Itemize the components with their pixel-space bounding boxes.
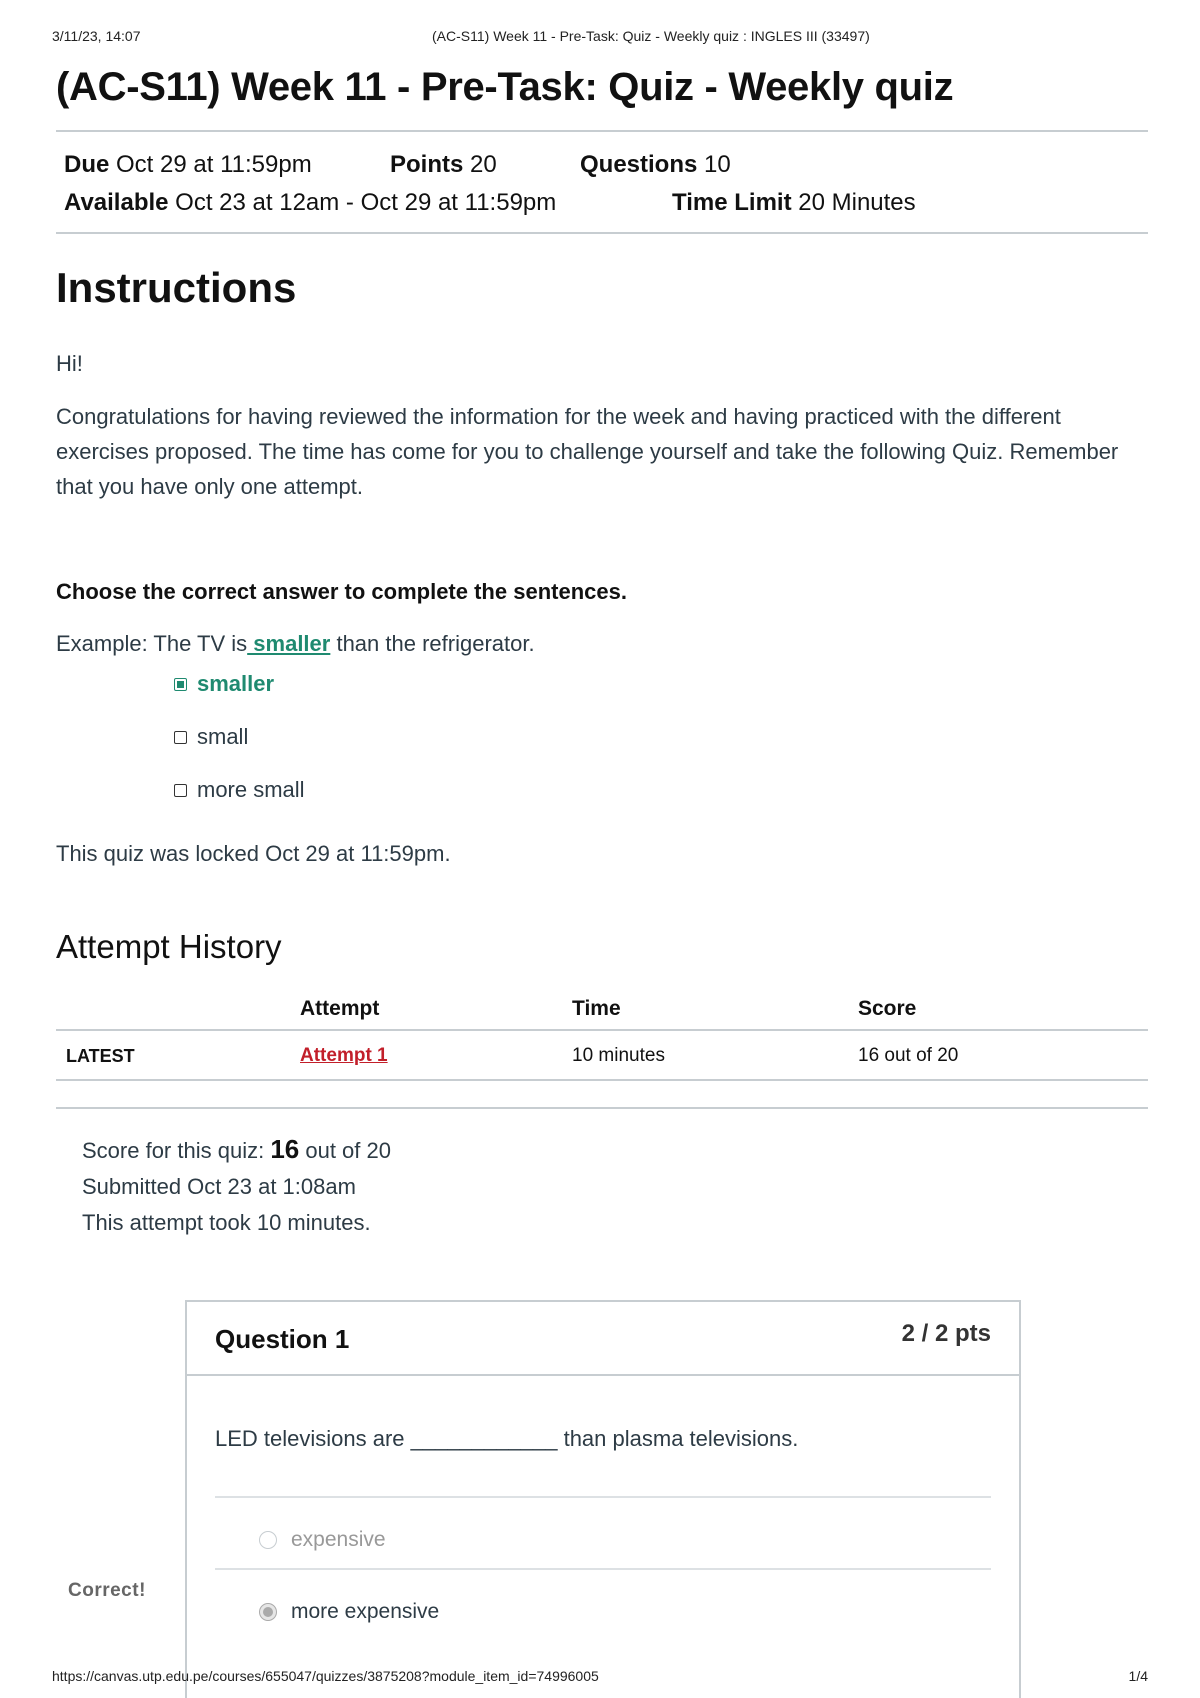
checkbox-icon — [174, 784, 187, 797]
instructions-directive: Choose the correct answer to complete the sentences. — [56, 579, 627, 604]
attempt-history-heading: Attempt History — [56, 928, 282, 965]
instructions-paragraph: Congratulations for having reviewed the information for the week and having practiced with the different exercises proposed. The time has come for you to challenge yourself and take the following Quiz. Remember that you have only one attempt. — [56, 404, 1119, 499]
column-header — [56, 993, 300, 1030]
print-url: https://canvas.utp.edu.pe/courses/655047/quizzes/3875208?module_item_id=74996005 — [52, 1668, 599, 1684]
column-header: Score — [858, 993, 1148, 1030]
question-points: 2 / 2 pts — [901, 1320, 991, 1347]
attempt-link[interactable]: Attempt 1 — [300, 1045, 388, 1066]
quiz-meta — [56, 132, 1148, 232]
page-title: (AC-S11) Week 11 - Pre-Task: Quiz - Weekly quiz — [56, 65, 954, 109]
example-options — [174, 671, 1148, 803]
answer-option: more expensive — [259, 1600, 439, 1624]
print-document-title: (AC-S11) Week 11 - Pre-Task: Quiz - Weekly quiz : INGLES III (33497) — [432, 28, 870, 44]
page-number: 1/4 — [1128, 1668, 1148, 1684]
answer-option: expensive — [259, 1528, 386, 1552]
divider — [56, 1107, 1148, 1109]
column-header: Time — [572, 993, 858, 1030]
checked-checkbox-icon — [174, 678, 187, 691]
divider — [215, 1568, 991, 1570]
quiz-score: Score for this quiz: 16 out of 20 — [82, 1134, 391, 1164]
selected-radio-icon — [259, 1603, 277, 1621]
time-limit: Time Limit 20 Minutes — [672, 189, 916, 216]
due-date: Due Oct 29 at 11:59pm — [64, 151, 312, 178]
example-option: smaller — [174, 671, 1148, 697]
divider — [56, 232, 1148, 234]
question-count: Questions 10 — [580, 151, 731, 178]
attempt-history-table — [56, 993, 1148, 1081]
radio-icon — [259, 1531, 277, 1549]
greeting: Hi! — [56, 351, 83, 376]
column-header: Attempt — [300, 993, 572, 1030]
latest-tag: LATEST — [56, 1030, 300, 1080]
score-summary — [82, 1131, 1148, 1241]
time-cell: 10 minutes — [572, 1030, 858, 1080]
question-header — [187, 1302, 1019, 1376]
checkbox-icon — [174, 731, 187, 744]
question-card — [185, 1300, 1021, 1698]
score-cell: 16 out of 20 — [858, 1030, 1148, 1080]
table-row — [56, 1030, 1148, 1080]
availability: Available Oct 23 at 12am - Oct 29 at 11:59pm — [64, 189, 557, 216]
print-date: 3/11/23, 14:07 — [52, 28, 141, 44]
divider — [215, 1496, 991, 1498]
attempt-cell — [300, 1030, 572, 1080]
correct-answer-label: Correct! — [68, 1580, 146, 1601]
example-answer: smaller — [247, 631, 331, 656]
question-title: Question 1 — [215, 1324, 350, 1354]
instructions-heading: Instructions — [56, 264, 297, 311]
example-option: more small — [174, 777, 1148, 803]
locked-notice: This quiz was locked Oct 29 at 11:59pm. — [56, 841, 451, 866]
question-prompt: LED televisions are ____________ than plasma televisions. — [215, 1426, 799, 1451]
attempt-duration: This attempt took 10 minutes. — [82, 1210, 371, 1235]
main-content — [56, 60, 1148, 1241]
example-sentence: Example: The TV is smaller than the refrigerator. — [56, 631, 535, 656]
points: Points 20 — [390, 151, 497, 178]
example-option: small — [174, 724, 1148, 750]
submitted-time: Submitted Oct 23 at 1:08am — [82, 1174, 356, 1199]
